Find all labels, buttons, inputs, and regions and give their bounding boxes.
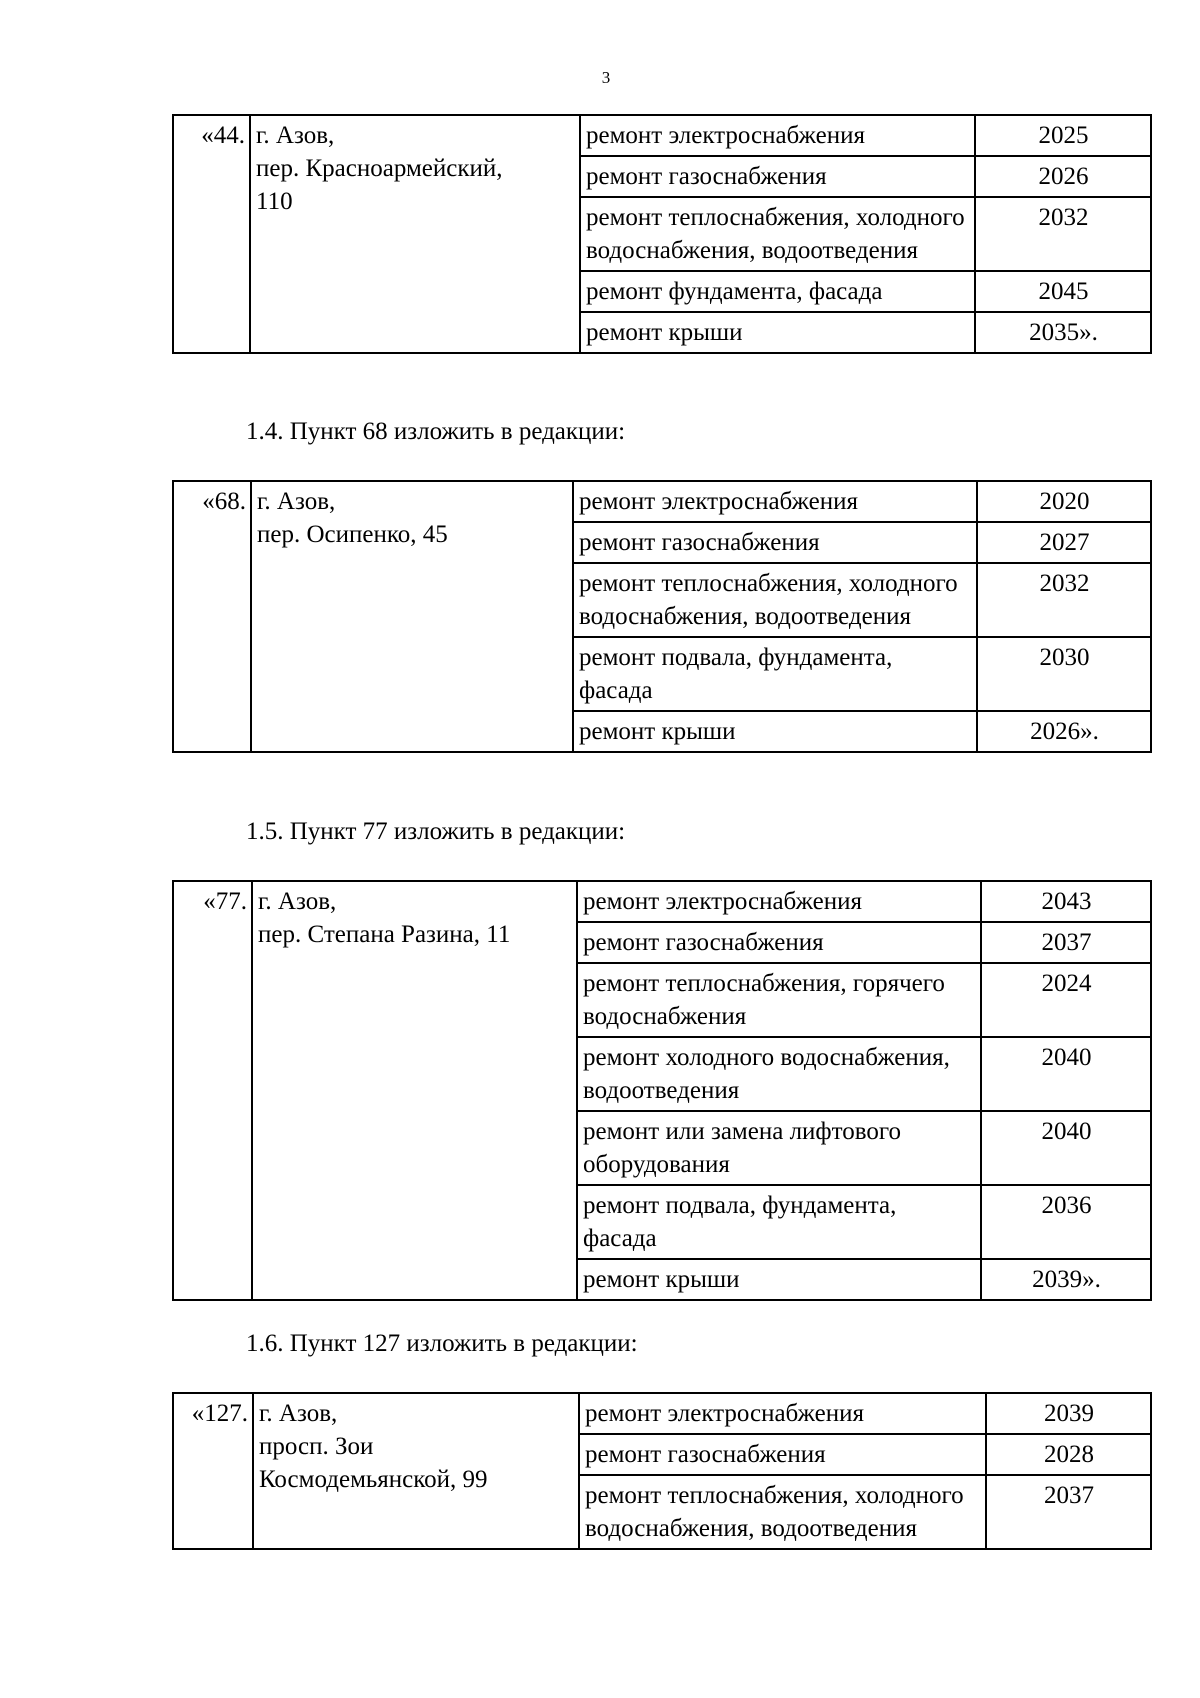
address-line: г. Азов, — [257, 488, 336, 515]
item-number: «127. — [173, 1393, 253, 1549]
address-line: г. Азов, — [258, 888, 337, 915]
work-type: ремонт электроснабжения — [577, 881, 981, 922]
table-row — [173, 881, 1151, 922]
work-type: ремонт крыши — [573, 711, 977, 752]
table-row — [173, 115, 1151, 156]
item-number: «68. — [173, 481, 251, 752]
work-year: 2040 — [981, 1037, 1151, 1111]
work-type: ремонт газоснабжения — [580, 156, 975, 197]
work-type: ремонт или замена лифтового оборудования — [577, 1111, 981, 1185]
address-cell — [253, 1393, 579, 1549]
address-cell — [252, 881, 577, 1300]
work-year: 2037 — [986, 1475, 1151, 1549]
work-year: 2032 — [977, 563, 1151, 637]
work-type: ремонт электроснабжения — [573, 481, 977, 522]
item-44-table — [172, 114, 1152, 354]
section-intro: 1.4. Пункт 68 изложить в редакции: — [246, 418, 626, 445]
work-type: ремонт электроснабжения — [580, 115, 975, 156]
work-year: 2020 — [977, 481, 1151, 522]
work-year: 2039 — [986, 1393, 1151, 1434]
work-type: ремонт газоснабжения — [577, 922, 981, 963]
work-type: ремонт подвала, фундамента, фасада — [573, 637, 977, 711]
item-number: «44. — [173, 115, 250, 353]
work-type: ремонт подвала, фундамента, фасада — [577, 1185, 981, 1259]
work-year: 2039». — [981, 1259, 1151, 1300]
work-type: ремонт теплоснабжения, холодного водоснабжения, водоотведения — [579, 1475, 986, 1549]
work-type: ремонт электроснабжения — [579, 1393, 986, 1434]
table-row — [173, 1393, 1151, 1434]
work-year: 2028 — [986, 1434, 1151, 1475]
section-intro: 1.5. Пункт 77 изложить в редакции: — [246, 818, 626, 845]
address-line: пер. Осипенко, 45 — [257, 521, 448, 548]
address-line: г. Азов, — [256, 122, 335, 149]
address-line: г. Азов, — [259, 1400, 338, 1427]
work-year: 2024 — [981, 963, 1151, 1037]
work-type: ремонт теплоснабжения, горячего водоснабжения — [577, 963, 981, 1037]
address-line: просп. Зои — [259, 1433, 374, 1460]
address-cell — [251, 481, 573, 752]
page-number: 3 — [601, 68, 611, 87]
work-year: 2045 — [975, 271, 1151, 312]
work-type: ремонт холодного водоснабжения, водоотведения — [577, 1037, 981, 1111]
address-cell — [250, 115, 580, 353]
work-type: ремонт газоснабжения — [579, 1434, 986, 1475]
work-year: 2030 — [977, 637, 1151, 711]
work-type: ремонт теплоснабжения, холодного водоснабжения, водоотведения — [580, 197, 975, 271]
work-year: 2026». — [977, 711, 1151, 752]
work-year: 2027 — [977, 522, 1151, 563]
item-127-table — [172, 1392, 1152, 1550]
address-line: пер. Красноармейский, — [256, 155, 503, 182]
address-line: Космодемьянской, 99 — [259, 1466, 488, 1493]
item-number: «77. — [173, 881, 252, 1300]
address-line: пер. Степана Разина, 11 — [258, 921, 511, 948]
work-year: 2025 — [975, 115, 1151, 156]
work-year: 2035». — [975, 312, 1151, 353]
work-year: 2040 — [981, 1111, 1151, 1185]
work-type: ремонт крыши — [577, 1259, 981, 1300]
table-row — [173, 481, 1151, 522]
section-intro: 1.6. Пункт 127 изложить в редакции: — [246, 1330, 638, 1357]
work-year: 2032 — [975, 197, 1151, 271]
work-year: 2036 — [981, 1185, 1151, 1259]
address-line: 110 — [256, 188, 293, 215]
work-year: 2037 — [981, 922, 1151, 963]
work-year: 2026 — [975, 156, 1151, 197]
work-type: ремонт газоснабжения — [573, 522, 977, 563]
work-type: ремонт теплоснабжения, холодного водоснабжения, водоотведения — [573, 563, 977, 637]
item-68-table — [172, 480, 1152, 753]
item-77-table — [172, 880, 1152, 1301]
work-type: ремонт фундамента, фасада — [580, 271, 975, 312]
work-year: 2043 — [981, 881, 1151, 922]
work-type: ремонт крыши — [580, 312, 975, 353]
